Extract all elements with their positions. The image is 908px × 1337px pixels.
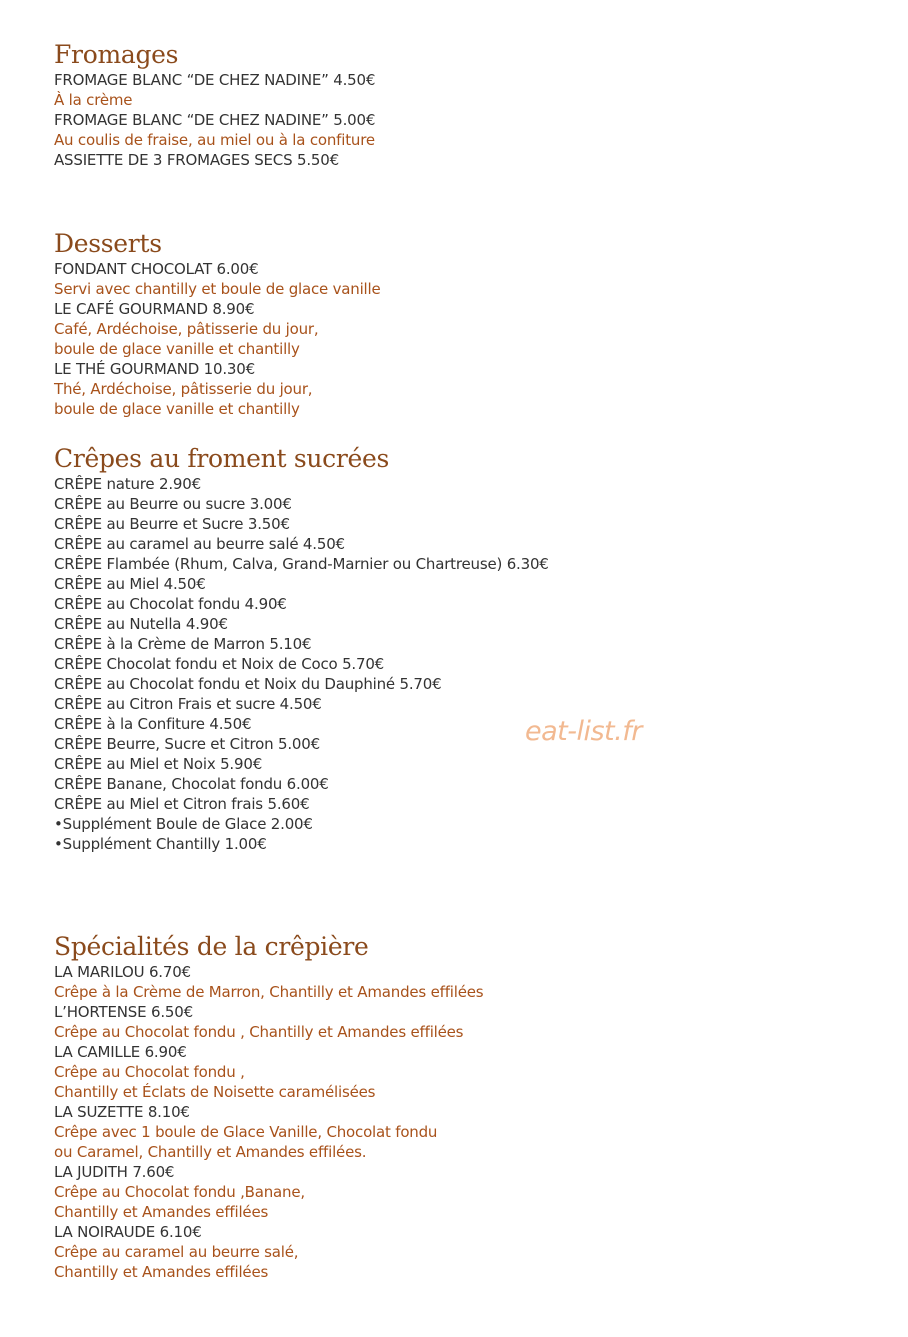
menu-item: LA JUDITH 7.60€ [54,1163,175,1181]
menu-item: LE CAFÉ GOURMAND 8.90€ [54,300,255,318]
menu-item: CRÊPE au Nutella 4.90€ [54,615,228,633]
section-title-fromages: Fromages [54,40,179,69]
menu-item: CRÊPE au Beurre et Sucre 3.50€ [54,515,290,533]
menu-item-description: Chantilly et Amandes effilées [54,1203,269,1221]
section-title-specialites: Spécialités de la crêpière [54,932,369,961]
menu-item-description: À la crème [54,91,133,109]
menu-item: CRÊPE au Miel et Noix 5.90€ [54,755,263,773]
menu-item: LA MARILOU 6.70€ [54,963,191,981]
menu-item: CRÊPE au Beurre ou sucre 3.00€ [54,495,292,513]
menu-item-description: Thé, Ardéchoise, pâtisserie du jour, [54,380,313,398]
menu-item: LA SUZETTE 8.10€ [54,1103,190,1121]
section-title-crepes: Crêpes au froment sucrées [54,444,390,473]
menu-item-description: Crêpe au Chocolat fondu ,Banane, [54,1183,305,1201]
menu-item: CRÊPE à la Confiture 4.50€ [54,715,252,733]
menu-item-description: boule de glace vanille et chantilly [54,400,300,418]
menu-item: CRÊPE au Miel 4.50€ [54,575,206,593]
menu-item: LE THÉ GOURMAND 10.30€ [54,360,255,378]
menu-item: CRÊPE au Citron Frais et sucre 4.50€ [54,695,322,713]
menu-item-description: Chantilly et Éclats de Noisette caramélisées [54,1083,376,1101]
menu-item: CRÊPE à la Crème de Marron 5.10€ [54,635,312,653]
section-desserts [54,229,874,419]
menu-item-description: Servi avec chantilly et boule de glace vanille [54,280,381,298]
menu-item: CRÊPE au caramel au beurre salé 4.50€ [54,535,345,553]
menu-item-description: Crêpe au caramel au beurre salé, [54,1243,299,1261]
menu-item: CRÊPE nature 2.90€ [54,475,201,493]
menu-item-description: boule de glace vanille et chantilly [54,340,300,358]
menu-item: FROMAGE BLANC “DE CHEZ NADINE” 5.00€ [54,111,376,129]
watermark: eat-list.fr [525,716,642,747]
section-fromages [54,40,874,170]
section-crepes-sucrees [54,444,874,854]
menu-supplement: •Supplément Boule de Glace 2.00€ [54,815,313,833]
menu-item: LA CAMILLE 6.90€ [54,1043,187,1061]
menu-item: LA NOIRAUDE 6.10€ [54,1223,202,1241]
menu-item-description: ou Caramel, Chantilly et Amandes effilées. [54,1143,367,1161]
menu-item: CRÊPE Flambée (Rhum, Calva, Grand-Marnier ou Chartreuse) 6.30€ [54,555,549,573]
menu-item: FONDANT CHOCOLAT 6.00€ [54,260,259,278]
section-specialites [54,932,874,1282]
menu-item-description: Crêpe avec 1 boule de Glace Vanille, Chocolat fondu [54,1123,438,1141]
menu-item: CRÊPE Beurre, Sucre et Citron 5.00€ [54,735,320,753]
menu-item: L’HORTENSE 6.50€ [54,1003,193,1021]
menu-supplement: •Supplément Chantilly 1.00€ [54,835,267,853]
menu-item: CRÊPE au Chocolat fondu 4.90€ [54,595,287,613]
menu-item: FROMAGE BLANC “DE CHEZ NADINE” 4.50€ [54,71,376,89]
menu-item-description: Chantilly et Amandes effilées [54,1263,269,1281]
menu-item: CRÊPE Chocolat fondu et Noix de Coco 5.70€ [54,655,385,673]
menu-item-description: Au coulis de fraise, au miel ou à la confiture [54,131,375,149]
menu-item-description: Crêpe au Chocolat fondu , [54,1063,245,1081]
menu-item-description: Crêpe au Chocolat fondu , Chantilly et Amandes effilées [54,1023,464,1041]
menu-item-description: Café, Ardéchoise, pâtisserie du jour, [54,320,319,338]
menu-item: CRÊPE au Miel et Citron frais 5.60€ [54,795,310,813]
section-title-desserts: Desserts [54,229,162,258]
menu-item: ASSIETTE DE 3 FROMAGES SECS 5.50€ [54,151,339,169]
menu-item: CRÊPE Banane, Chocolat fondu 6.00€ [54,775,329,793]
menu-item-description: Crêpe à la Crème de Marron, Chantilly et Amandes effilées [54,983,484,1001]
menu-item: CRÊPE au Chocolat fondu et Noix du Dauphiné 5.70€ [54,675,442,693]
